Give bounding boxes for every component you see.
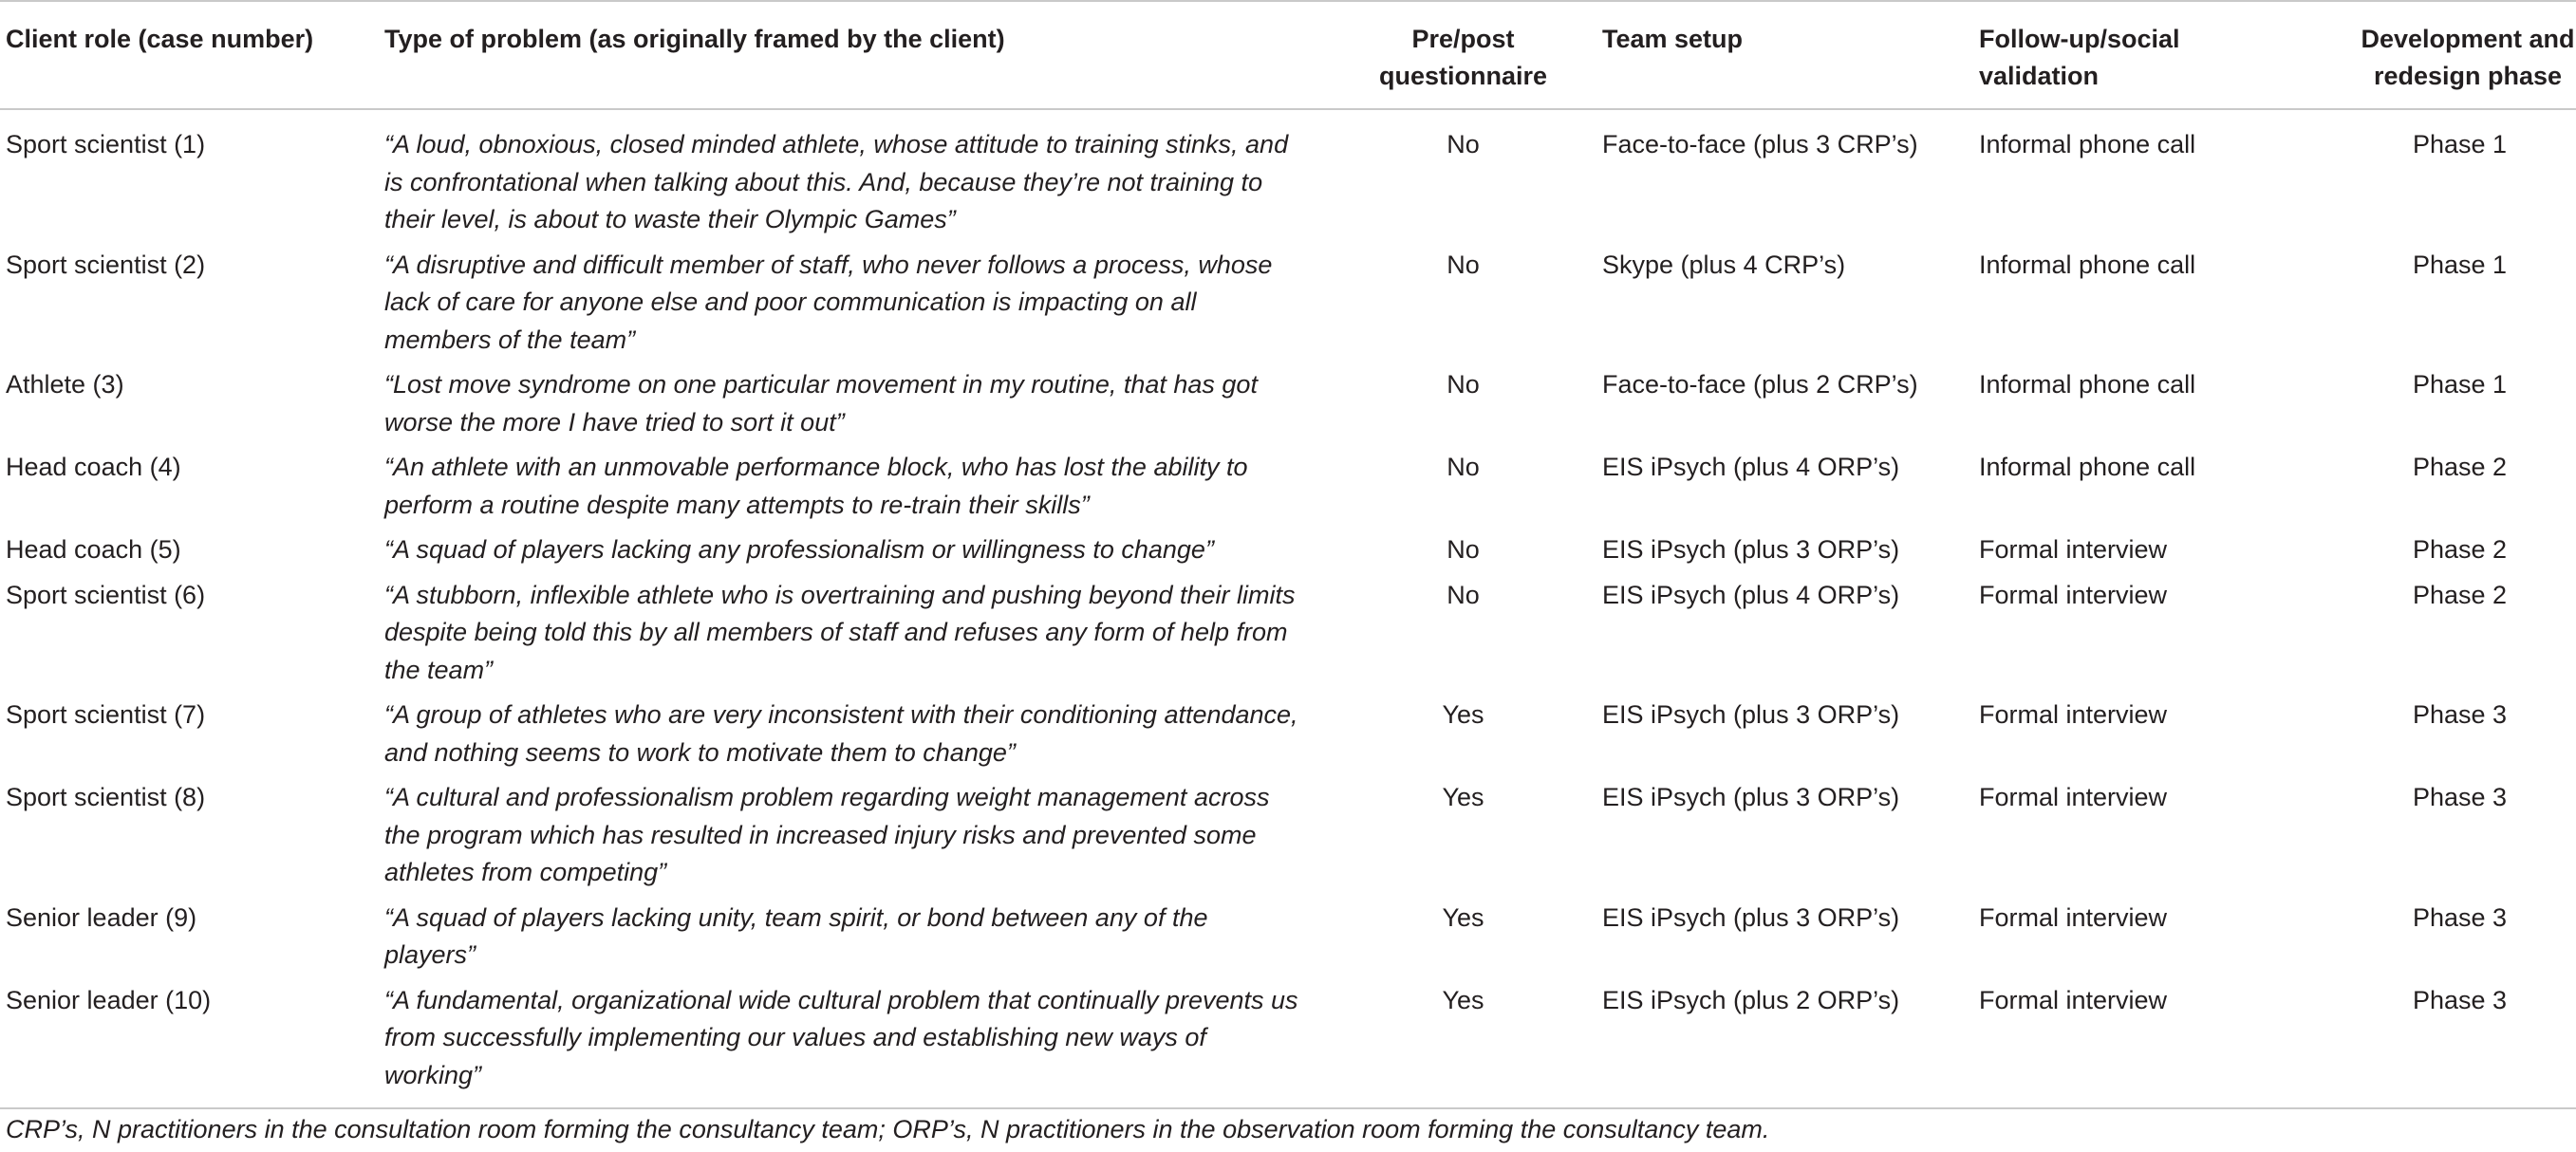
cell-questionnaire: Yes xyxy=(1442,783,1484,811)
cell-phase: Phase 1 xyxy=(2412,370,2508,399)
cell-followup: Formal interview xyxy=(1973,982,2353,1109)
cell-followup: Formal interview xyxy=(1979,783,2168,811)
cell-followup: Informal phone call xyxy=(1979,453,2196,481)
table-row xyxy=(0,577,2576,697)
cell-problem: “Lost move syndrome on one particular movement in my routine, that has got worse the more I have tried to sort it out” xyxy=(384,370,1258,437)
cell-questionnaire: No xyxy=(1447,130,1480,158)
cell-team-setup: EIS iPsych (plus 3 ORP’s) xyxy=(1602,783,1900,811)
table-row xyxy=(0,109,2576,247)
cell-team-setup: EIS iPsych (plus 3 ORP’s) xyxy=(1602,902,1900,932)
cell-followup: Informal phone call xyxy=(1979,130,2196,158)
cell-followup: Informal phone call xyxy=(1979,370,2196,399)
cell-phase: Phase 2 xyxy=(2412,453,2508,481)
cell-problem: “A stubborn, inflexible athlete who is overtraining and pushing beyond their limits despite being told this by all members of staff and refuses any form of help from the team” xyxy=(384,580,1296,684)
cell-questionnaire: Yes xyxy=(1442,902,1484,932)
cell-client-role: Sport scientist (8) xyxy=(6,783,206,811)
cell-problem: “A group of athletes who are very inconsistent with their conditioning attendance, and nothing seems to work to motivate them to change” xyxy=(384,700,1298,767)
cell-followup: Formal interview xyxy=(1979,535,2168,564)
cell-phase: Phase 3 xyxy=(2353,982,2576,1109)
cell-problem: “A cultural and professionalism problem regarding weight management across the program which has resulted in increased injury risks and prevented some athletes from competing” xyxy=(384,783,1270,886)
cell-team-setup: Face-to-face (plus 2 CRP’s) xyxy=(1602,370,1918,399)
cell-phase: Phase 2 xyxy=(2412,580,2508,609)
cell-phase: Phase 1 xyxy=(2412,130,2508,158)
cell-questionnaire: No xyxy=(1447,535,1480,564)
cell-client-role: Athlete (3) xyxy=(6,370,124,399)
cell-phase: Phase 3 xyxy=(2412,783,2508,811)
table-row xyxy=(0,449,2576,531)
cell-client-role: Senior leader (9) xyxy=(6,902,197,932)
cell-phase: Phase 3 xyxy=(2412,902,2508,932)
cell-team-setup: EIS iPsych (plus 4 ORP’s) xyxy=(1602,580,1900,609)
cell-questionnaire: No xyxy=(1447,250,1480,279)
table-row xyxy=(0,247,2576,367)
header-phase-label: Development and redesign phase xyxy=(2361,25,2575,90)
cell-team-setup: EIS iPsych (plus 3 ORP’s) xyxy=(1602,700,1900,729)
table-row xyxy=(0,531,2576,577)
cell-followup: Informal phone call xyxy=(1979,250,2196,279)
cell-followup: Formal interview xyxy=(1979,580,2168,609)
cell-problem: “An athlete with an unmovable performance block, who has lost the ability to perform a routine despite many attempts to re-train their skills” xyxy=(384,453,1248,519)
cell-client-role: Sport scientist (1) xyxy=(6,130,206,158)
header-questionnaire xyxy=(1334,1,1591,109)
cell-problem: “A disruptive and difficult member of staff, who never follows a process, whose lack of care for anyone else and poor communication is impacting on all members of the team” xyxy=(384,250,1273,354)
table-row xyxy=(0,779,2576,900)
cell-problem: “A fundamental, organizational wide cultural problem that continually prevents us from successfully implementing our values and establishing new ways of working” xyxy=(384,982,1334,1109)
table-header-row xyxy=(0,1,2576,109)
cell-client-role: Head coach (4) xyxy=(6,453,181,481)
header-questionnaire-label: Pre/post questionnaire xyxy=(1378,25,1548,90)
cell-questionnaire: No xyxy=(1447,370,1480,399)
table-row xyxy=(0,982,2576,1109)
header-followup xyxy=(1973,1,2353,109)
cell-problem: “A squad of players lacking any professionalism or willingness to change” xyxy=(384,535,1214,564)
cell-followup: Formal interview xyxy=(1979,902,2168,932)
header-team-setup: Team setup xyxy=(1591,1,1973,109)
cell-questionnaire: Yes xyxy=(1442,700,1484,729)
cell-followup: Formal interview xyxy=(1979,700,2168,729)
cell-client-role: Senior leader (10) xyxy=(0,982,384,1109)
table-row xyxy=(0,900,2576,982)
cell-client-role: Sport scientist (7) xyxy=(6,700,206,729)
cell-team-setup: EIS iPsych (plus 3 ORP’s) xyxy=(1602,535,1900,564)
header-phase xyxy=(2353,1,2576,109)
cell-questionnaire: No xyxy=(1447,580,1480,609)
cell-questionnaire: Yes xyxy=(1334,982,1591,1109)
cell-client-role: Sport scientist (6) xyxy=(6,580,206,609)
header-problem-type: Type of problem (as originally framed by the client) xyxy=(384,1,1334,109)
cell-questionnaire: No xyxy=(1447,453,1480,481)
cell-problem: “A squad of players lacking unity, team spirit, or bond between any of the players” xyxy=(384,902,1208,969)
cell-phase: Phase 1 xyxy=(2412,250,2508,279)
header-followup-label: Follow-up/social validation xyxy=(1979,25,2180,90)
cell-team-setup: EIS iPsych (plus 4 ORP’s) xyxy=(1602,453,1900,481)
cell-problem: “A loud, obnoxious, closed minded athlete, whose attitude to training stinks, and is confrontational when talking about this. And, because they’re not training to their level, is about to waste their Olympic Games” xyxy=(384,130,1289,233)
table-footnote: CRP’s, N practitioners in the consultation room forming the consultancy team; ORP’s, N practitioners in the observation room forming the consultancy team. xyxy=(6,1115,1770,1143)
cell-phase: Phase 2 xyxy=(2412,535,2508,564)
cell-team-setup: EIS iPsych (plus 2 ORP’s) xyxy=(1591,982,1973,1109)
table-row xyxy=(0,697,2576,779)
cell-client-role: Sport scientist (2) xyxy=(6,250,206,279)
table-row xyxy=(0,366,2576,449)
cell-phase: Phase 3 xyxy=(2412,700,2508,729)
header-client-role: Client role (case number) xyxy=(0,1,384,109)
cell-team-setup: Skype (plus 4 CRP’s) xyxy=(1602,250,1846,279)
cell-team-setup: Face-to-face (plus 3 CRP’s) xyxy=(1602,130,1918,158)
cell-client-role: Head coach (5) xyxy=(6,535,181,564)
